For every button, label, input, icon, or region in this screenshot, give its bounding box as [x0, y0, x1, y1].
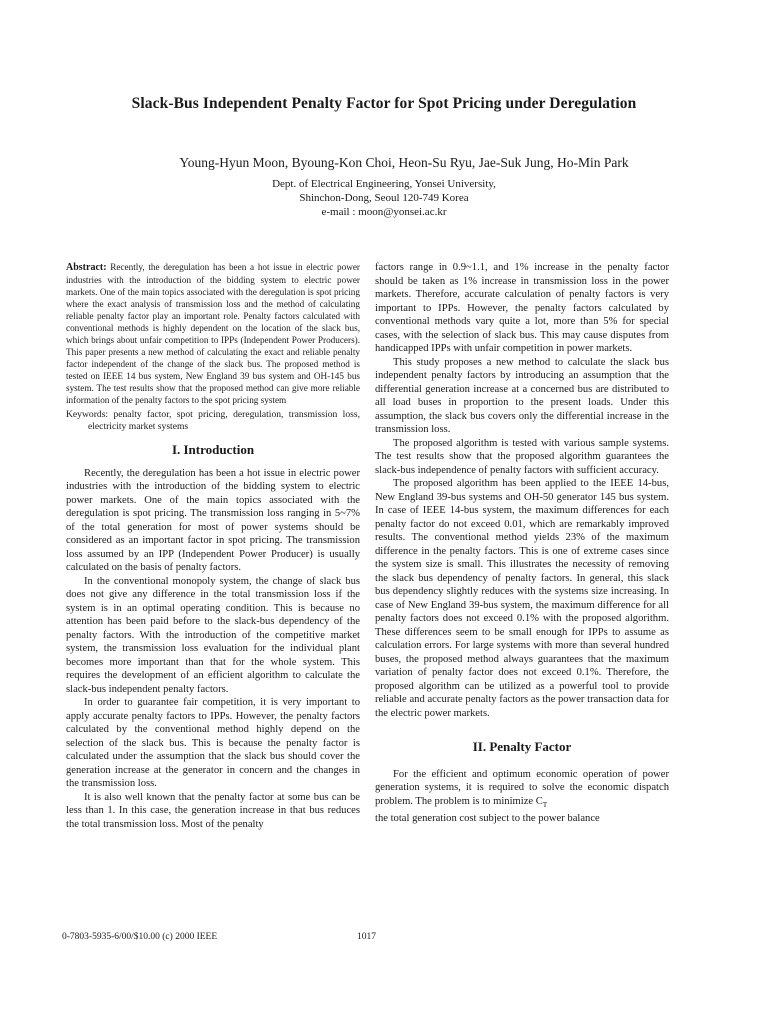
- body-paragraph: factors range in 0.9~1.1, and 1% increase in the penalty factor should be taken as 1% increase in transmission loss in the power markets. Therefore, accurate calculation of penalty factors is very important to IPPs. However, the penalty factors calculated by conventional methods vary quite a lot, more than 5% for special cases, with the selection of slack bus. This may cause disputes from handicapped IPPs with unfair competition in power markets.: [375, 262, 669, 354]
- keywords: Keywords: penalty factor, spot pricing, deregulation, transmission loss, electricity market systems: [66, 409, 360, 432]
- abstract-label: Abstract:: [66, 262, 107, 273]
- penalty-factor-paragraph: [375, 768, 669, 826]
- intro-paragraph: Recently, the deregulation has been a hot issue in electric power industries with the introduction of the bidding system to electric power markets. One of the main topics associated with the deregulation is spot pricing. The transmission loss ranging in 5~7% of the total generation for most of power systems should be considered as an important factor in spot pricing. The transmission loss assumed by an IPP (Independent Power Producer) is usually calculated on the basis of penalty factors.: [66, 467, 360, 573]
- page-number: 1017: [357, 932, 376, 942]
- author-list: Young-Hyun Moon, Byoung-Kon Choi, Heon-Su Ryu, Jae-Suk Jung, Ho-Min Park: [179, 155, 629, 170]
- penalty-factor-text-tail: the total generation cost subject to the power balance: [375, 813, 600, 825]
- body-paragraph: The proposed algorithm is tested with various sample systems. The test results show that the proposed algorithm guarantees the slack-bus independence of penalty factors with sufficient accuracy.: [375, 437, 669, 476]
- affiliation-line-2: Shinchon-Dong, Seoul 120-749 Korea: [299, 192, 469, 204]
- abstract: [66, 261, 360, 406]
- author-email: e-mail : moon@yonsei.ac.kr: [321, 206, 447, 218]
- paper-title: Slack-Bus Independent Penalty Factor for Spot Pricing under Deregulation: [131, 95, 637, 112]
- section-heading-introduction: I. Introduction: [171, 442, 255, 457]
- intro-paragraph: In order to guarantee fair competition, it is very important to apply accurate penalty factors to IPPs. However, the penalty factors calculated by the conventional method highly depend on the selection of the slack bus. This is because the penalty factor is calculated under the assumption that the slack bus should cover the generation increase at the generator in concern and the changes in the transmission loss.: [66, 697, 360, 789]
- penalty-factor-text: For the efficient and optimum economic operation of power generation systems, it is required to solve the economic dispatch problem. The problem is to minimize C: [375, 768, 669, 807]
- section-heading-penalty-factor: II. Penalty Factor: [472, 739, 572, 754]
- abstract-text: Recently, the deregulation has been a hot issue in electric power industries with the introduction of the bidding system to electric power markets. One of the main topics associated with the deregulation is spot pricing where the exact analysis of transmission loss and the method of calculating reliable penalty factor play an important role. Penalty factors calculated with conventional methods is highly dependent on the location of the slack bus, which brings about unfair competition to IPPs (Independent Power Producers). This paper presents a new method of calculating the exact and reliable penalty factor independent of the change of the slack bus. The proposed method is tested on IEEE 14 bus system, New England 39 bus system and OH-145 bus system. The test results show that the proposed method can give more reliable information of the penalty factors to the spot pricing system: [66, 262, 360, 405]
- cost-subscript: T: [542, 800, 548, 809]
- copyright-footer: 0-7803-5935-6/00/$10.00 (c) 2000 IEEE: [62, 932, 218, 942]
- right-column: [375, 261, 669, 826]
- body-paragraph: The proposed algorithm has been applied to the IEEE 14-bus, New England 39-bus systems and OH-50 generator 145 bus system. In case of IEEE 14-bus system, the maximum differences for each penalty factor do not exceed 0.01, which are remarkably improved results. The conventional method yields 23% of the maximum difference in the penalty factors. This is one of extreme cases since the system size is small. This illustrates the necessity of removing the slack bus dependency of penalty factors. In general, this slack bus dependency slightly reduces with the systems size increasing. In case of New England 39-bus system, the maximum difference for all penalty factors does not exceed 0.1% with the proposed algorithm. These differences seem to be small enough for IPPs to assume as calculation errors. For large systems with more than several hundred buses, the proposed method always guarantees that the maximum variation of penalty factor does not exceed 0.1%. Therefore, the proposed algorithm can be utilized as a powerful tool to provide reliable and accurate penalty factors as the power transaction data for the electric power markets.: [375, 478, 669, 719]
- body-paragraph: This study proposes a new method to calculate the slack bus independent penalty factors by introducing an assumption that the differential generation increase at a concerned bus are distributed to all load buses in proportion to the present loads. Under this assumption, the slack bus covers only the differential increase in the transmission loss.: [375, 356, 669, 435]
- left-column: [66, 261, 360, 831]
- intro-paragraph: In the conventional monopoly system, the change of slack bus does not give any difference in the total transmission loss if the system is in an optimal operating condition. This is because no attention has been paid before to the slack-bus dependency of the penalty factors. With the introduction of the competitive market system, the transmission loss evaluation for the individual plant becomes more important than that for the whole system. This requires the development of an efficient algorithm to calculate the slack-bus independent penalty factors.: [66, 575, 360, 695]
- intro-paragraph: It is also well known that the penalty factor at some bus can be less than 1. In this case, the generation increase in that bus reduces the total transmission loss. Most of the penalty: [66, 791, 360, 830]
- affiliation-line-1: Dept. of Electrical Engineering, Yonsei University,: [272, 178, 496, 190]
